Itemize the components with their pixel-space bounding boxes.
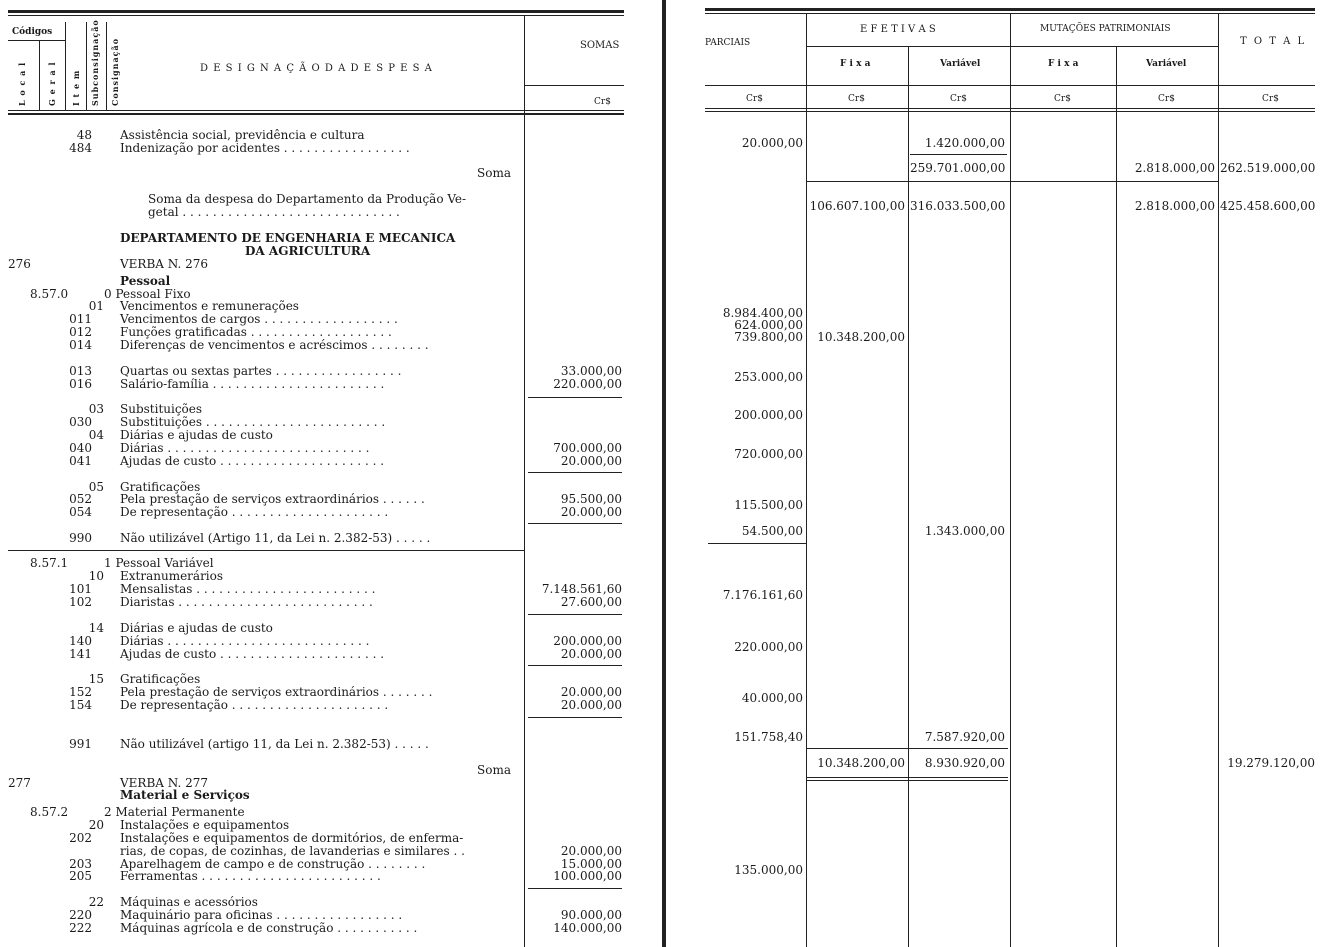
row-text: De representação . . . . . . . . . . . . . . . . . . . . . xyxy=(120,698,389,712)
row-text: Diferenças de vencimentos e acréscimos . . . . . . . . xyxy=(120,338,429,352)
row-text: Instalações e equipamentos de dormitórios, de enferma- xyxy=(120,831,464,845)
row-code: 14 xyxy=(88,621,104,635)
row-text: Ferramentas . . . . . . . . . . . . . . . . . . . . . . . . xyxy=(120,869,381,883)
soma-value: 20.000,00 xyxy=(560,454,622,468)
row-code: 011 xyxy=(69,312,92,326)
geral-label: G e r a l xyxy=(47,61,57,106)
row-text: Não utilizável (artigo 11, da Lei n. 2.382-53) . . . . . xyxy=(120,737,429,751)
row-text: Material e Serviços xyxy=(120,788,250,802)
efetiva-variavel-value: 1.343.000,00 xyxy=(924,524,1005,538)
parcial-value: 151.758,40 xyxy=(734,730,803,744)
row-text: Ajudas de custo . . . . . . . . . . . . . . . . . . . . . . xyxy=(120,454,385,468)
total-label: T O T A L xyxy=(1240,36,1307,47)
row-code: 222 xyxy=(69,921,92,935)
row-text: Funções gratificadas . . . . . . . . . . . . . . . . . . . xyxy=(120,325,392,339)
efetiva-variavel-value: 259.701.000,00 xyxy=(910,161,1006,175)
row-text: rias, de copas, de cozinhas, de lavanderias e similares . . xyxy=(120,844,465,858)
cr-label: Cr$ xyxy=(1158,94,1175,104)
row-text: Assistência social, previdência e cultura xyxy=(120,128,365,142)
designacao-title: D E S I G N A Ç Ã O D A D E S P E S A xyxy=(200,63,433,74)
soma-value: 20.000,00 xyxy=(560,698,622,712)
row-code: 016 xyxy=(69,377,92,391)
row-text: Substituições xyxy=(120,402,203,416)
row-code: 154 xyxy=(69,698,92,712)
local-label: L o c a l xyxy=(17,61,27,106)
row-text: Indenização por acidentes . . . . . . . . . . . . . . . . . xyxy=(120,141,410,155)
item-label: I t e m xyxy=(71,69,81,106)
parcial-value: 135.000,00 xyxy=(734,863,803,877)
row-text: Pela prestação de serviços extraordinários . . . . . . xyxy=(120,492,425,506)
row-text: Diárias . . . . . . . . . . . . . . . . . . . . . . . . . . . xyxy=(120,441,370,455)
soma-value: 33.000,00 xyxy=(560,364,622,378)
soma-value: 220.000,00 xyxy=(553,377,622,391)
row-text: 2 Material Permanente xyxy=(104,805,245,819)
row-text: De representação . . . . . . . . . . . . . . . . . . . . . xyxy=(120,505,389,519)
variavel-label: Variável xyxy=(1146,59,1187,69)
row-text: getal . . . . . . . . . . . . . . . . . . . . . . . . . . . . . xyxy=(148,205,400,219)
section-heading: DA AGRICULTURA xyxy=(245,244,371,258)
efetiva-variavel-value: 8.930.920,00 xyxy=(924,756,1005,770)
row-code: 10 xyxy=(88,569,104,583)
row-text: Instalações e equipamentos xyxy=(120,818,290,832)
row-code: 202 xyxy=(69,831,92,845)
soma-label: Soma xyxy=(477,166,511,180)
section-heading: DEPARTAMENTO DE ENGENHARIA E MECANICA xyxy=(120,231,456,245)
row-code: 03 xyxy=(88,402,104,416)
soma-value: 700.000,00 xyxy=(553,441,622,455)
mutacoes-label: MUTAÇÕES PATRIMONIAIS xyxy=(1040,24,1171,34)
row-code: 141 xyxy=(69,647,92,661)
fixa-label: F i x a xyxy=(1048,59,1079,69)
row-code: 013 xyxy=(69,364,92,378)
parcial-value: 54.500,00 xyxy=(741,524,803,538)
parcial-value: 20.000,00 xyxy=(741,136,803,150)
parcial-value: 200.000,00 xyxy=(734,408,803,422)
row-code: 205 xyxy=(69,869,92,883)
row-code: 990 xyxy=(69,531,92,545)
soma-value: 15.000,00 xyxy=(560,857,622,871)
row-text: 1 Pessoal Variável xyxy=(104,556,214,570)
variavel-label: Variável xyxy=(940,59,981,69)
row-text: Não utilizável (Artigo 11, da Lei n. 2.382-53) . . . . . xyxy=(120,531,431,545)
fixa-label: F i x a xyxy=(840,59,871,69)
row-code: 8.57.1 xyxy=(30,556,69,570)
row-text: Pessoal xyxy=(120,274,171,288)
row-text: Maquinário para oficinas . . . . . . . . . . . . . . . . . xyxy=(120,908,403,922)
row-text: Vencimentos de cargos . . . . . . . . . . . . . . . . . . xyxy=(120,312,398,326)
soma-value: 100.000,00 xyxy=(553,869,622,883)
parcial-value: 40.000,00 xyxy=(741,691,803,705)
row-text: Pela prestação de serviços extraordinários . . . . . . . xyxy=(120,685,433,699)
cr-label: Cr$ xyxy=(950,94,967,104)
row-text: Aparelhagem de campo e de construção . . . . . . . . xyxy=(120,857,426,871)
page-gutter xyxy=(662,0,666,947)
mutacao-variavel-value: 2.818.000,00 xyxy=(1134,199,1215,213)
soma-value: 20.000,00 xyxy=(560,844,622,858)
row-text: Diárias e ajudas de custo xyxy=(120,621,273,635)
row-code: 8.57.2 xyxy=(30,805,69,819)
soma-value: 20.000,00 xyxy=(560,685,622,699)
row-code: 052 xyxy=(69,492,92,506)
mutacao-variavel-value: 2.818.000,00 xyxy=(1134,161,1215,175)
parcial-value: 8.984.400,00 xyxy=(722,306,803,320)
consignacao-label: Consignação xyxy=(110,37,120,106)
row-text: Ajudas de custo . . . . . . . . . . . . . . . . . . . . . . xyxy=(120,647,385,661)
cr-label-left: Cr$ xyxy=(594,97,611,107)
codigos-label: Códigos xyxy=(12,27,53,37)
parciais-label: PARCIAIS xyxy=(705,38,751,48)
row-code: 04 xyxy=(88,428,104,442)
row-text: Diárias . . . . . . . . . . . . . . . . . . . . . . . . . . . xyxy=(120,634,370,648)
total-value: 262.519.000,00 xyxy=(1220,161,1316,175)
row-code: 014 xyxy=(69,338,92,352)
row-code: 220 xyxy=(69,908,92,922)
row-code: 05 xyxy=(88,480,104,494)
efetiva-variavel-value: 316.033.500,00 xyxy=(910,199,1006,213)
row-code: 20 xyxy=(88,818,104,832)
parcial-value: 220.000,00 xyxy=(734,640,803,654)
row-code: 01 xyxy=(88,299,104,313)
cr-label: Cr$ xyxy=(1054,94,1071,104)
verba-code: 276 xyxy=(8,257,31,271)
row-code: 22 xyxy=(88,895,104,909)
efetiva-variavel-value: 1.420.000,00 xyxy=(924,136,1005,150)
soma-value: 95.500,00 xyxy=(560,492,622,506)
row-code: 040 xyxy=(69,441,92,455)
soma-value: 27.600,00 xyxy=(560,595,622,609)
row-code: 203 xyxy=(69,857,92,871)
soma-value: 7.148.561,60 xyxy=(541,582,622,596)
row-text: Máquinas e acessórios xyxy=(120,895,258,909)
row-text: Substituições . . . . . . . . . . . . . . . . . . . . . . . . xyxy=(120,415,386,429)
row-text: Vencimentos e remunerações xyxy=(120,299,299,313)
row-text: VERBA N. 276 xyxy=(120,257,209,271)
efetiva-fixa-value: 10.348.200,00 xyxy=(817,756,905,770)
row-text: VERBA N. 277 xyxy=(120,776,209,790)
total-value: 425.458.600,00 xyxy=(1220,199,1316,213)
total-value: 19.279.120,00 xyxy=(1227,756,1315,770)
soma-value: 90.000,00 xyxy=(560,908,622,922)
row-text: Gratificações xyxy=(120,480,201,494)
cr-label: Cr$ xyxy=(746,94,763,104)
soma-value: 20.000,00 xyxy=(560,647,622,661)
row-code: 991 xyxy=(69,737,92,751)
row-text: Quartas ou sextas partes . . . . . . . . . . . . . . . . . xyxy=(120,364,402,378)
row-code: 484 xyxy=(69,141,92,155)
soma-value: 200.000,00 xyxy=(553,634,622,648)
soma-label: Soma xyxy=(477,763,511,777)
parcial-value: 115.500,00 xyxy=(734,498,803,512)
row-code: 101 xyxy=(69,582,92,596)
parcial-value: 720.000,00 xyxy=(734,447,803,461)
parcial-value: 7.176.161,60 xyxy=(722,588,803,602)
row-code: 8.57.0 xyxy=(30,287,69,301)
row-text: Diaristas . . . . . . . . . . . . . . . . . . . . . . . . . . xyxy=(120,595,373,609)
cr-label: Cr$ xyxy=(848,94,865,104)
row-code: 030 xyxy=(69,415,92,429)
cr-label: Cr$ xyxy=(1262,94,1279,104)
efetiva-fixa-value: 106.607.100,00 xyxy=(809,199,905,213)
row-text: Diárias e ajudas de custo xyxy=(120,428,273,442)
row-code: 012 xyxy=(69,325,92,339)
row-text: 0 Pessoal Fixo xyxy=(104,287,191,301)
verba-code: 277 xyxy=(8,776,31,790)
row-text: Gratificações xyxy=(120,672,201,686)
parcial-value: 739.800,00 xyxy=(734,330,803,344)
row-code: 152 xyxy=(69,685,92,699)
efetiva-variavel-value: 7.587.920,00 xyxy=(924,730,1005,744)
row-text: Extranumerários xyxy=(120,569,224,583)
parcial-value: 253.000,00 xyxy=(734,370,803,384)
row-code: 102 xyxy=(69,595,92,609)
soma-value: 140.000,00 xyxy=(553,921,622,935)
row-text: Máquinas agrícola e de construção . . . . . . . . . . . xyxy=(120,921,418,935)
row-text: Salário-família . . . . . . . . . . . . . . . . . . . . . . . xyxy=(120,377,385,391)
soma-value: 20.000,00 xyxy=(560,505,622,519)
row-code: 15 xyxy=(88,672,104,686)
row-code: 140 xyxy=(69,634,92,648)
row-code: 041 xyxy=(69,454,92,468)
row-code: 48 xyxy=(76,128,92,142)
row-code: 054 xyxy=(69,505,92,519)
row-text: Soma da despesa do Departamento da Produção Ve- xyxy=(148,192,467,206)
parcial-value: 624.000,00 xyxy=(734,318,803,332)
efetivas-label: E F E T I V A S xyxy=(860,24,936,35)
efetiva-fixa-value: 10.348.200,00 xyxy=(817,330,905,344)
subconsignacao-label: Subconsignação xyxy=(90,19,100,106)
somas-label: SOMAS xyxy=(580,40,620,51)
row-text: Mensalistas . . . . . . . . . . . . . . . . . . . . . . . . xyxy=(120,582,376,596)
